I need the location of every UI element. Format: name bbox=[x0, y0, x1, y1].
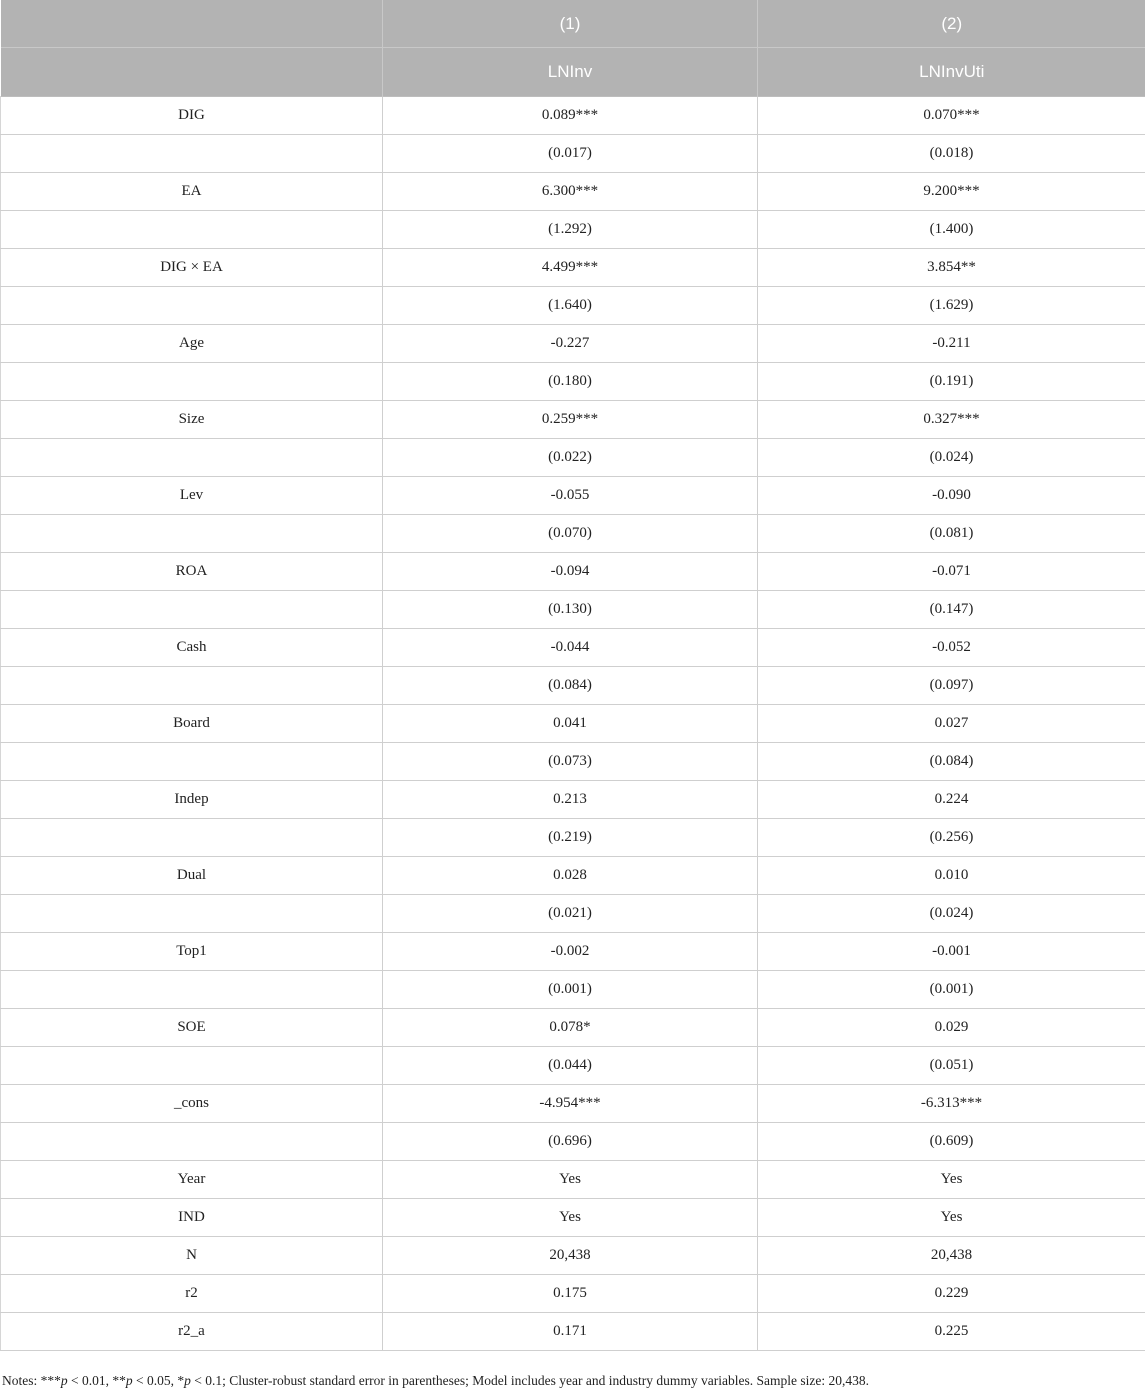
notes-prefix: Notes: bbox=[2, 1373, 41, 1388]
model-1-cell: (0.044) bbox=[383, 1047, 758, 1085]
model-1-cell: Yes bbox=[383, 1161, 758, 1199]
model-2-cell: (0.147) bbox=[758, 591, 1145, 629]
row-label-cell: Age bbox=[1, 325, 383, 363]
header-cell-blank bbox=[1, 0, 383, 48]
table-row bbox=[1, 819, 1145, 857]
table-row bbox=[1, 667, 1145, 705]
notes-stars-1: *** bbox=[40, 1373, 61, 1388]
row-label-cell: Top1 bbox=[1, 933, 383, 971]
notes-p-2: p bbox=[125, 1373, 133, 1388]
table-row bbox=[1, 705, 1145, 743]
model-2-cell: -0.211 bbox=[758, 325, 1145, 363]
table-row bbox=[1, 1275, 1145, 1313]
model-2-cell: (0.191) bbox=[758, 363, 1145, 401]
row-label-cell: Lev bbox=[1, 477, 383, 515]
model-1-cell: 20,438 bbox=[383, 1237, 758, 1275]
model-2-cell: 0.229 bbox=[758, 1275, 1145, 1313]
notes-p-3: p bbox=[184, 1373, 191, 1388]
model-1-cell: -4.954*** bbox=[383, 1085, 758, 1123]
table-row bbox=[1, 363, 1145, 401]
table-row bbox=[1, 971, 1145, 1009]
table-row bbox=[1, 249, 1145, 287]
notes-text-3: < 0.1; Cluster-robust standard error in parentheses; Model includes year and industry dummy variables. Sample size: 20,438. bbox=[190, 1373, 869, 1388]
model-1-cell: (0.084) bbox=[383, 667, 758, 705]
model-2-cell: (0.051) bbox=[758, 1047, 1145, 1085]
model-1-cell: (0.001) bbox=[383, 971, 758, 1009]
model-1-cell: 6.300*** bbox=[383, 173, 758, 211]
model-2-cell: -0.001 bbox=[758, 933, 1145, 971]
row-label-cell bbox=[1, 743, 383, 781]
model-1-cell: (0.180) bbox=[383, 363, 758, 401]
table-row bbox=[1, 287, 1145, 325]
table-row bbox=[1, 477, 1145, 515]
row-label-cell: EA bbox=[1, 173, 383, 211]
model-2-cell: (1.400) bbox=[758, 211, 1145, 249]
header-cell-dv-2: LNInvUti bbox=[758, 48, 1145, 97]
row-label-cell bbox=[1, 363, 383, 401]
table-row bbox=[1, 1161, 1145, 1199]
model-2-cell: 9.200*** bbox=[758, 173, 1145, 211]
model-1-cell: 0.171 bbox=[383, 1313, 758, 1351]
table-header bbox=[1, 0, 1145, 97]
notes-text-1: < 0.01, bbox=[67, 1373, 113, 1388]
model-2-cell: 0.027 bbox=[758, 705, 1145, 743]
model-2-cell: (1.629) bbox=[758, 287, 1145, 325]
table-row bbox=[1, 173, 1145, 211]
model-1-cell: (0.696) bbox=[383, 1123, 758, 1161]
header-row-model-numbers bbox=[1, 0, 1145, 48]
row-label-cell: Dual bbox=[1, 857, 383, 895]
table-row bbox=[1, 1009, 1145, 1047]
model-1-cell: (0.073) bbox=[383, 743, 758, 781]
header-cell-model-1: (1) bbox=[383, 0, 758, 48]
model-2-cell: (0.081) bbox=[758, 515, 1145, 553]
row-label-cell bbox=[1, 211, 383, 249]
model-2-cell: (0.256) bbox=[758, 819, 1145, 857]
model-2-cell: -0.090 bbox=[758, 477, 1145, 515]
model-2-cell: (0.024) bbox=[758, 895, 1145, 933]
row-label-cell bbox=[1, 1123, 383, 1161]
row-label-cell bbox=[1, 667, 383, 705]
row-label-cell: Board bbox=[1, 705, 383, 743]
model-2-cell: (0.097) bbox=[758, 667, 1145, 705]
model-1-cell: (0.130) bbox=[383, 591, 758, 629]
row-label-cell bbox=[1, 1047, 383, 1085]
row-label-cell: Year bbox=[1, 1161, 383, 1199]
table-row bbox=[1, 515, 1145, 553]
table-row bbox=[1, 439, 1145, 477]
row-label-cell: Cash bbox=[1, 629, 383, 667]
header-cell-dv-1: LNInv bbox=[383, 48, 758, 97]
model-1-cell: 0.175 bbox=[383, 1275, 758, 1313]
table-row bbox=[1, 211, 1145, 249]
table-row bbox=[1, 135, 1145, 173]
table-row bbox=[1, 97, 1145, 135]
model-1-cell: -0.055 bbox=[383, 477, 758, 515]
model-2-cell: Yes bbox=[758, 1161, 1145, 1199]
model-2-cell: -0.071 bbox=[758, 553, 1145, 591]
model-1-cell: -0.044 bbox=[383, 629, 758, 667]
model-1-cell: 0.259*** bbox=[383, 401, 758, 439]
model-2-cell: -0.052 bbox=[758, 629, 1145, 667]
model-1-cell: 0.028 bbox=[383, 857, 758, 895]
model-2-cell: 0.070*** bbox=[758, 97, 1145, 135]
model-2-cell: 0.029 bbox=[758, 1009, 1145, 1047]
notes-stars-2: ** bbox=[112, 1373, 126, 1388]
row-label-cell: DIG bbox=[1, 97, 383, 135]
table-notes bbox=[2, 1373, 869, 1389]
row-label-cell: r2 bbox=[1, 1275, 383, 1313]
table-row bbox=[1, 1047, 1145, 1085]
table-body bbox=[1, 97, 1145, 1351]
model-1-cell: 0.213 bbox=[383, 781, 758, 819]
model-1-cell: -0.002 bbox=[383, 933, 758, 971]
model-2-cell: (0.001) bbox=[758, 971, 1145, 1009]
model-2-cell: 0.225 bbox=[758, 1313, 1145, 1351]
row-label-cell: Size bbox=[1, 401, 383, 439]
table-row bbox=[1, 781, 1145, 819]
row-label-cell bbox=[1, 591, 383, 629]
model-1-cell: -0.227 bbox=[383, 325, 758, 363]
model-1-cell: (0.022) bbox=[383, 439, 758, 477]
table-row bbox=[1, 1123, 1145, 1161]
row-label-cell bbox=[1, 135, 383, 173]
model-2-cell: 3.854** bbox=[758, 249, 1145, 287]
model-1-cell: (0.021) bbox=[383, 895, 758, 933]
notes-text-2: < 0.05, bbox=[132, 1373, 178, 1388]
row-label-cell bbox=[1, 971, 383, 1009]
model-1-cell: 0.089*** bbox=[383, 97, 758, 135]
table-row bbox=[1, 1237, 1145, 1275]
row-label-cell: SOE bbox=[1, 1009, 383, 1047]
table-row bbox=[1, 401, 1145, 439]
model-1-cell: 0.041 bbox=[383, 705, 758, 743]
model-2-cell: (0.024) bbox=[758, 439, 1145, 477]
table-row bbox=[1, 895, 1145, 933]
model-1-cell: (0.070) bbox=[383, 515, 758, 553]
table-row bbox=[1, 629, 1145, 667]
row-label-cell: IND bbox=[1, 1199, 383, 1237]
table-row bbox=[1, 325, 1145, 363]
table-row bbox=[1, 1313, 1145, 1351]
row-label-cell: _cons bbox=[1, 1085, 383, 1123]
model-2-cell: 0.010 bbox=[758, 857, 1145, 895]
model-2-cell: (0.018) bbox=[758, 135, 1145, 173]
model-1-cell: 0.078* bbox=[383, 1009, 758, 1047]
table-row bbox=[1, 857, 1145, 895]
model-2-cell: -6.313*** bbox=[758, 1085, 1145, 1123]
model-2-cell: 20,438 bbox=[758, 1237, 1145, 1275]
row-label-cell: r2_a bbox=[1, 1313, 383, 1351]
model-1-cell: 4.499*** bbox=[383, 249, 758, 287]
row-label-cell: ROA bbox=[1, 553, 383, 591]
row-label-cell bbox=[1, 515, 383, 553]
model-2-cell: (0.084) bbox=[758, 743, 1145, 781]
model-1-cell: (0.017) bbox=[383, 135, 758, 173]
row-label-cell: Indep bbox=[1, 781, 383, 819]
row-label-cell: N bbox=[1, 1237, 383, 1275]
model-2-cell: Yes bbox=[758, 1199, 1145, 1237]
table-row bbox=[1, 1199, 1145, 1237]
model-1-cell: (1.640) bbox=[383, 287, 758, 325]
header-cell-model-2: (2) bbox=[758, 0, 1145, 48]
table-row bbox=[1, 933, 1145, 971]
row-label-cell bbox=[1, 287, 383, 325]
header-row-dependent-vars bbox=[1, 48, 1145, 97]
model-2-cell: 0.327*** bbox=[758, 401, 1145, 439]
model-1-cell: Yes bbox=[383, 1199, 758, 1237]
notes-stars-3: * bbox=[177, 1373, 185, 1388]
model-1-cell: (1.292) bbox=[383, 211, 758, 249]
model-2-cell: 0.224 bbox=[758, 781, 1145, 819]
row-label-cell bbox=[1, 439, 383, 477]
table-row bbox=[1, 1085, 1145, 1123]
table-row bbox=[1, 743, 1145, 781]
table-row bbox=[1, 553, 1145, 591]
model-2-cell: (0.609) bbox=[758, 1123, 1145, 1161]
model-1-cell: -0.094 bbox=[383, 553, 758, 591]
model-1-cell: (0.219) bbox=[383, 819, 758, 857]
notes-p-1: p bbox=[60, 1373, 68, 1388]
row-label-cell: DIG × EA bbox=[1, 249, 383, 287]
row-label-cell bbox=[1, 895, 383, 933]
table-row bbox=[1, 591, 1145, 629]
row-label-cell bbox=[1, 819, 383, 857]
header-cell-blank bbox=[1, 48, 383, 97]
